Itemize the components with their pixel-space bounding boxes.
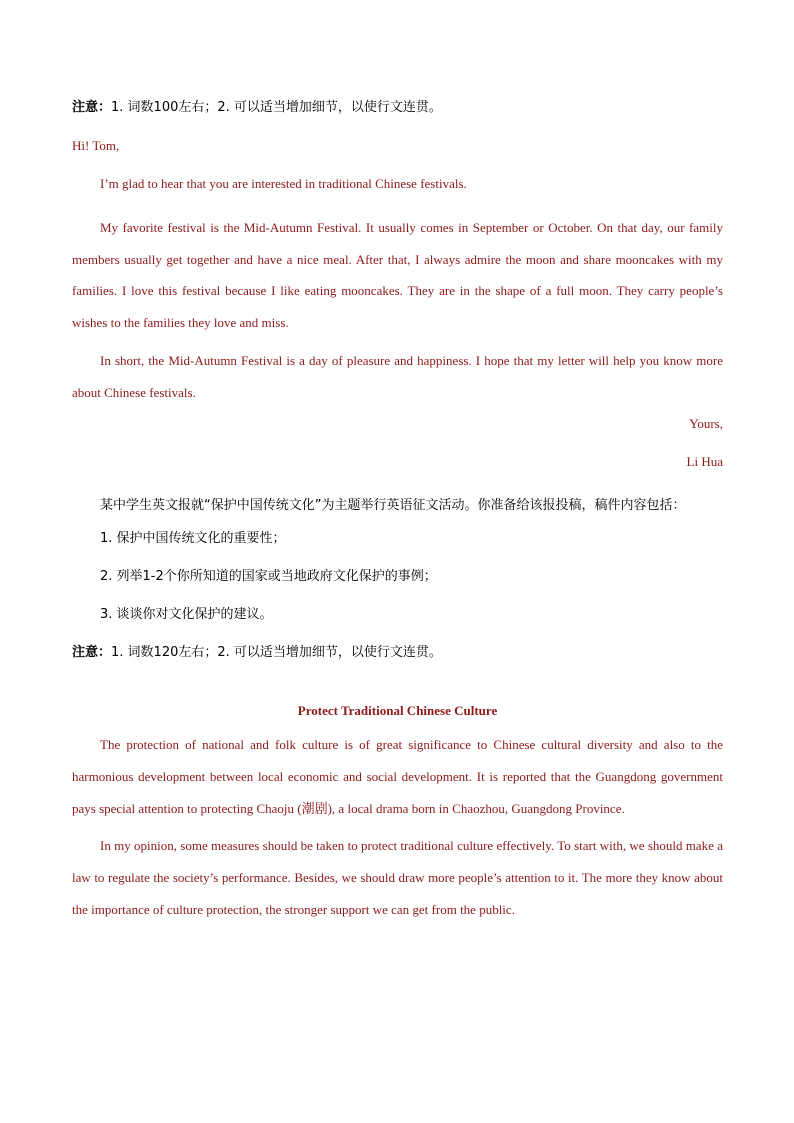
- note-1-text: 1. 词数100左右；2. 可以适当增加细节，以使行文连贯。: [111, 100, 442, 115]
- note-1: [72, 98, 723, 118]
- task-2-item-1: 1. 保护中国传统文化的重要性；: [100, 531, 286, 547]
- letter-signature: Li Hua: [686, 454, 723, 470]
- essay-paragraph-2: In my opinion, some measures should be taken to protect traditional culture effectively. To start with, we should make a law to regulate the society’s performance. Besides, we should draw more people’s attention to it. The more they know about the importance of culture protection, the stronger support we can get from the public.: [72, 838, 723, 917]
- essay-paragraph-1: The protection of national and folk culture is of great significance to Chinese cultural diversity and also to the harmonious development between local economic and social development. It is reported that the Guangdong government pays special attention to protecting Chaoju (潮剧), a local drama born in Chaozhou, Guangdong Province.: [72, 737, 723, 816]
- note-2-label: 注意：: [72, 645, 112, 661]
- letter-paragraph-1: I’m glad to hear that you are interested in traditional Chinese festivals.: [100, 176, 467, 191]
- letter-paragraph-3: In short, the Mid-Autumn Festival is a day of pleasure and happiness. I hope that my letter will help you know more about Chinese festivals.: [72, 352, 723, 400]
- task-2-intro: 某中学生英文报就“保护中国传统文化”为主题举行英语征文活动。你准备给该报投稿，稿件内容包括：: [100, 498, 686, 514]
- document-page: [72, 98, 723, 931]
- letter-paragraph-2: My favorite festival is the Mid-Autumn Festival. It usually comes in September or October. On that day, our family members usually get together and have a nice meal. After that, I always admire the moon and share mooncakes with my families. I love this festival because I like eating mooncakes. They are in the shape of a full moon. They carry people’s wishes to the families they love and miss.: [72, 220, 723, 331]
- note-1-label: 注意：: [72, 100, 112, 115]
- letter-closing: Yours,: [689, 416, 723, 432]
- note-2-text: 1. 词数120左右；2. 可以适当增加细节，以使行文连贯。: [111, 645, 442, 661]
- letter-greeting: Hi! Tom,: [72, 138, 120, 153]
- task-2-item-3: 3. 谈谈你对文化保护的建议。: [100, 607, 273, 623]
- note-2: [72, 643, 723, 663]
- task-2-item-2: 2. 列举1-2个你所知道的国家或当地政府文化保护的事例；: [100, 569, 437, 585]
- essay-title: Protect Traditional Chinese Culture: [297, 703, 498, 719]
